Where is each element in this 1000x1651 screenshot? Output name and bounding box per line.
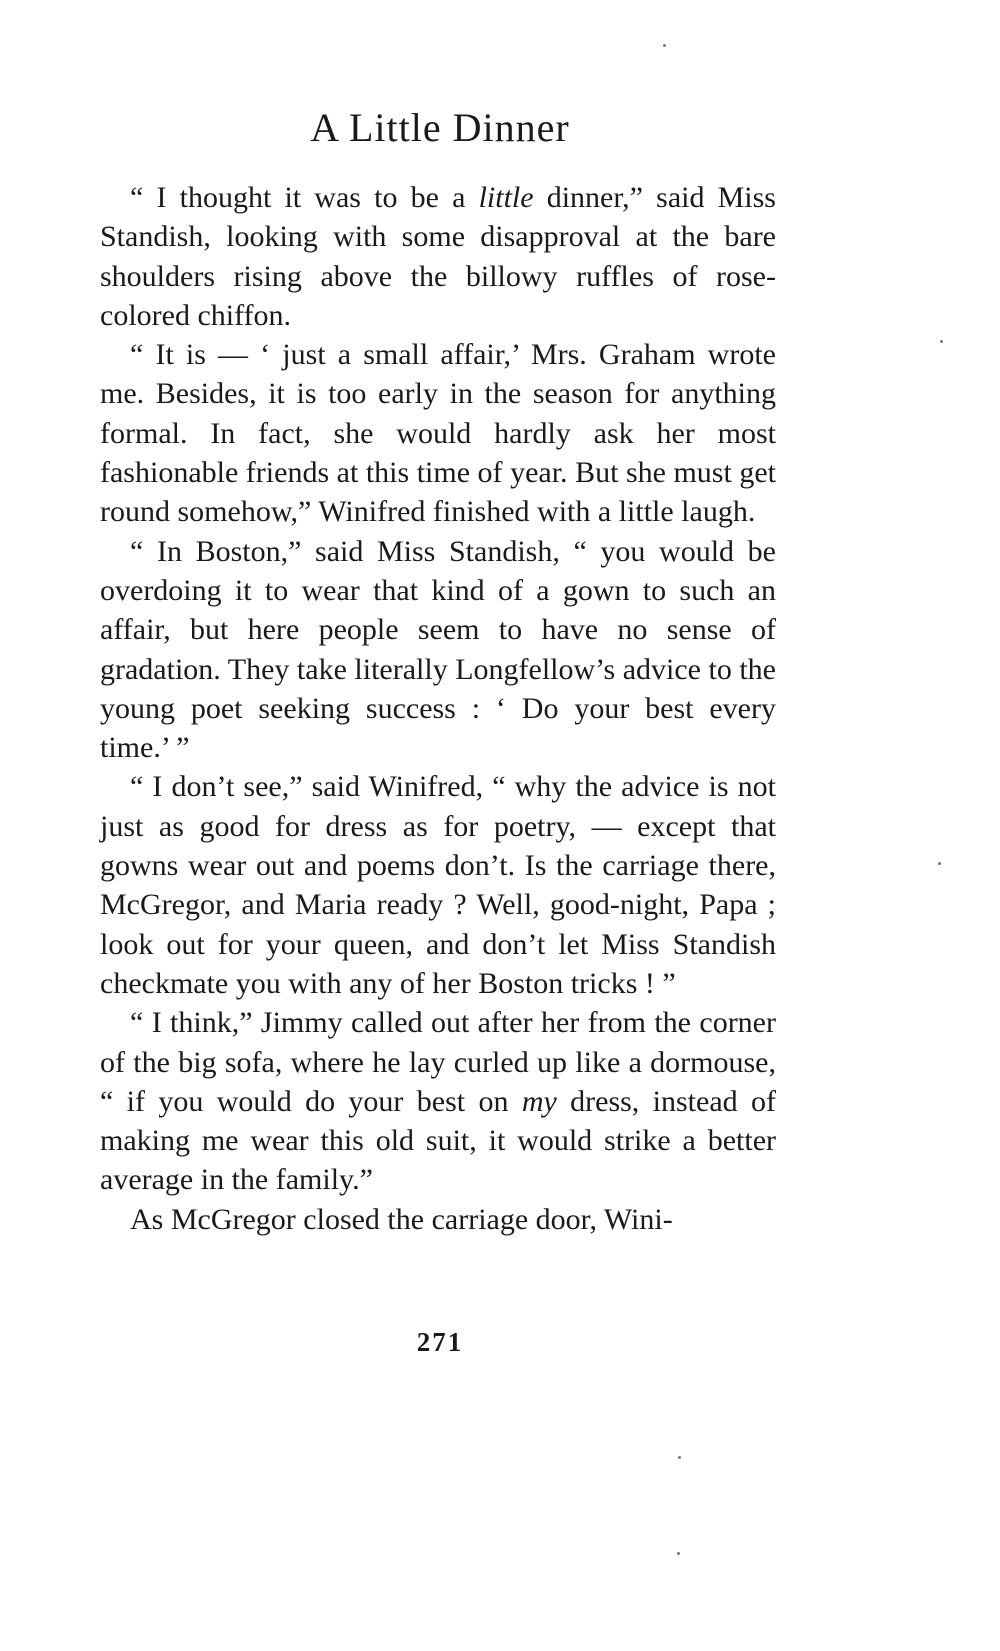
text-segment: dinner,” said Miss Standish, looking with some disapproval at the bare shoulders rising above the billowy ruffles of rose-colored chiffon. (100, 181, 776, 332)
text-segment: “ I don’t see,” said Winifred, “ why the advice is not just as good for dress as for poetry, — except that gowns wear out and poems don’t. Is the carriage there, McGregor, and Maria ready ? Well, good-night, Papa ; look out for your queen, and don’t let Miss Standish checkmate you with any of her Boston tricks ! ” (100, 770, 776, 1000)
paragraph-3 (100, 532, 776, 768)
paper-speck (940, 340, 943, 343)
page-number: 271 (416, 1327, 464, 1357)
paper-speck (663, 44, 666, 47)
italic-segment: my (521, 1084, 557, 1118)
text-segment: “ In Boston,” said Miss Standish, “ you would be overdoing it to wear that kind of a gown to such an affair, but here people seem to have no sense of gradation. They take literally Longfellow’s advice to the young poet seeking success : ‘ Do your best every time.’ ” (100, 534, 776, 765)
paragraph-4 (100, 767, 776, 1003)
text-segment: “ It is — ‘ just a small affair,’ Mrs. Graham wrote me. Besides, it is too early in the season for anything formal. In fact, she would hardly ask her most fashionable friends at this time of year. But she must get round somehow,” Winifred finished with a little laugh. (100, 338, 776, 529)
paper-speck (677, 1552, 680, 1555)
text-segment: As McGregor closed the carriage door, Wini- (130, 1202, 673, 1236)
paragraph-6 (100, 1200, 776, 1239)
paragraph-5 (100, 1003, 776, 1199)
italic-segment: little (478, 181, 534, 214)
paper-speck (938, 862, 941, 865)
text-segment: “ I think,” Jimmy called out after her from the corner of the big sofa, where he lay curled up like a dormouse, “ if you would do your best on (100, 1006, 776, 1118)
text-segment: dress, instead of making me wear this old suit, it would strike a better average in the family.” (100, 1084, 776, 1197)
text-segment: “ I thought it was to be a (130, 181, 479, 214)
page-title: A Little Dinner (310, 105, 570, 150)
body-text (100, 178, 776, 1239)
paragraph-1 (100, 178, 776, 335)
paragraph-2 (100, 335, 776, 531)
paper-speck (678, 1456, 681, 1459)
